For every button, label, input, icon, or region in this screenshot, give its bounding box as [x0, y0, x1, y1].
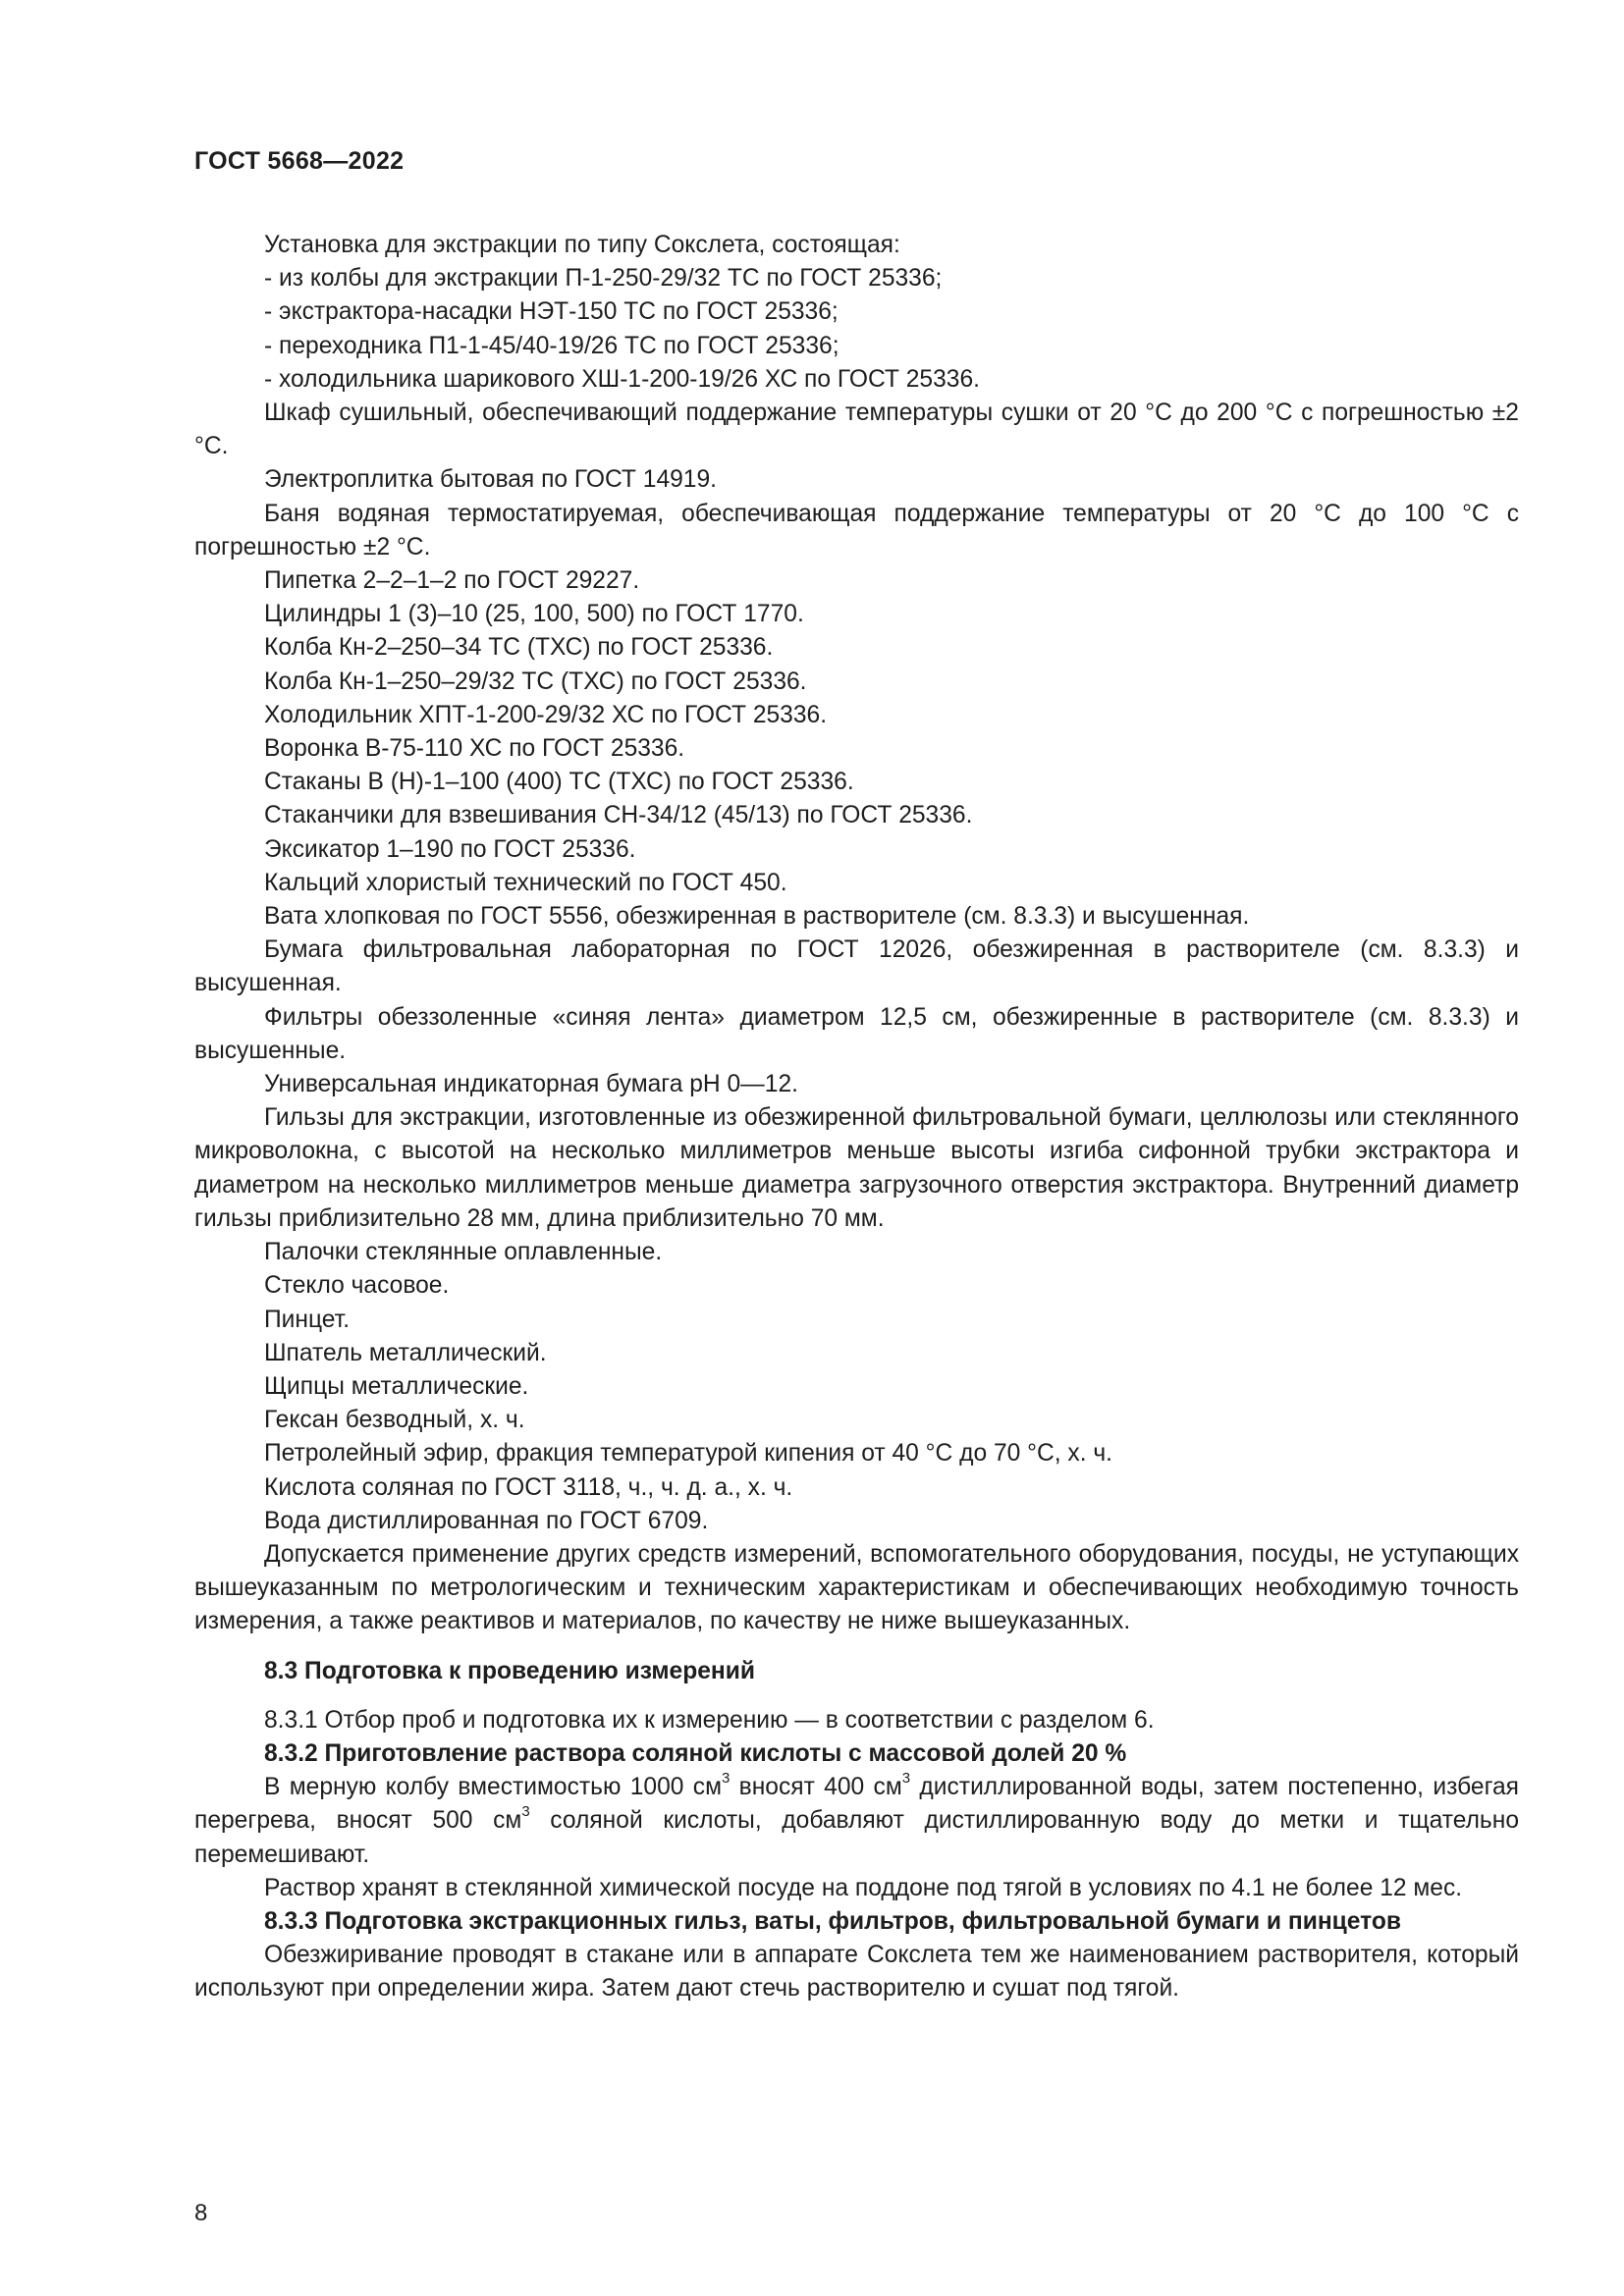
- paragraph-8-3-3: Обезжиривание проводят в стакане или в аппарате Сокслета тем же наименованием растворителя, который используют при определении жира. Затем дают стечь растворителю и сушат под тягой.: [194, 1942, 1519, 2002]
- superscript: 3: [901, 1769, 911, 1787]
- equipment-item: Щипцы металлические.: [264, 1372, 529, 1400]
- equipment-item: Пинцет.: [264, 1306, 351, 1333]
- page-number: 8: [194, 2200, 208, 2226]
- equipment-item: Стаканы В (Н)-1–100 (400) ТС (ТХС) по ГОСТ 25336.: [264, 769, 854, 796]
- substitution-note: Допускается применение других средств измерений, вспомогательного оборудования, посуды, не уступающих вышеуказанным по метрологическим и техническим характеристикам и обеспечивающих необходимую точность измерения, а также реактивов и материалов, по качеству не ниже вышеуказанных.: [194, 1540, 1519, 1635]
- text-run: вносят 400 см: [730, 1774, 902, 1801]
- equipment-item: Шпатель металлический.: [264, 1339, 547, 1366]
- standard-header: ГОСТ 5668—2022: [194, 147, 405, 175]
- equipment-item: Цилиндры 1 (3)–10 (25, 100, 500) по ГОСТ 1770.: [264, 601, 804, 628]
- equipment-item: Бумага фильтровальная лабораторная по ГОСТ 12026, обезжиренная в растворителе (см. 8.3.3) и высушенная.: [194, 936, 1519, 997]
- equipment-item: Эксикатор 1–190 по ГОСТ 25336.: [264, 835, 636, 863]
- equipment-item: Баня водяная термостатируемая, обеспечивающая поддержание температуры от 20 °С до 100 °С с погрешностью ±2 °С.: [194, 500, 1519, 561]
- equipment-item: Палочки стеклянные оплавленные.: [264, 1239, 663, 1266]
- subsection-heading-8-3-2: 8.3.2 Приготовление раствора соляной кислоты с массовой долей 20 %: [264, 1739, 1127, 1767]
- superscript: 3: [521, 1803, 530, 1821]
- text-run: В мерную колбу вместимостью 1000 см: [264, 1774, 722, 1801]
- document-body: [194, 229, 1519, 2006]
- superscript: 3: [721, 1769, 731, 1787]
- equipment-item: Установка для экстракции по типу Сокслета, состоящая:: [264, 232, 900, 258]
- equipment-item: Кислота соляная по ГОСТ 3118, ч., ч. д. а., х. ч.: [264, 1473, 793, 1501]
- equipment-item: Электроплитка бытовая по ГОСТ 14919.: [264, 466, 717, 494]
- equipment-item: Колба Кн-1–250–29/32 ТС (ТХС) по ГОСТ 25336.: [264, 667, 807, 695]
- equipment-item: Холодильник ХПТ-1-200-29/32 ХС по ГОСТ 25336.: [264, 701, 828, 728]
- equipment-item: - холодильника шарикового ХШ-1-200-19/26 ХС по ГОСТ 25336.: [264, 365, 980, 393]
- text-run: соляной кислоты, добавляют дистиллированную воду до метки и тщательно перемешивают.: [194, 1807, 1519, 1868]
- equipment-item: Кальций хлористый технический по ГОСТ 450.: [264, 869, 787, 896]
- equipment-item: Шкаф сушильный, обеспечивающий поддержание температуры сушки от 20 °С до 200 °С с погрешностью ±2 °С.: [194, 400, 1519, 460]
- equipment-item: Гексан безводный, х. ч.: [264, 1407, 525, 1434]
- paragraph-8-3-1: 8.3.1 Отбор проб и подготовка их к измерению — в соответствии с разделом 6.: [264, 1706, 1155, 1734]
- equipment-item: Воронка В-75-110 ХС по ГОСТ 25336.: [264, 735, 685, 763]
- text-run: дистиллированной воды, затем постепенно, избегая перегрева, вносят 500 см: [194, 1774, 1519, 1835]
- equipment-item: - экстрактора-насадки НЭТ-150 ТС по ГОСТ 25336;: [264, 298, 839, 326]
- equipment-item: Универсальная индикаторная бумага рН 0—12.: [264, 1071, 798, 1098]
- equipment-item: Колба Кн-2–250–34 ТС (ТХС) по ГОСТ 25336.: [264, 634, 774, 662]
- equipment-item: - из колбы для экстракции П-1-250-29/32 ТС по ГОСТ 25336;: [264, 265, 943, 293]
- equipment-item: Стекло часовое.: [264, 1272, 450, 1300]
- equipment-item: Стаканчики для взвешивания СН-34/12 (45/13) по ГОСТ 25336.: [264, 802, 973, 829]
- equipment-item: - переходника П1-1-45/40-19/26 ТС по ГОСТ 25336;: [264, 332, 839, 359]
- subsection-heading-8-3-3: 8.3.3 Подготовка экстракционных гильз, ваты, фильтров, фильтровальной бумаги и пинцетов: [264, 1907, 1402, 1935]
- section-heading-8-3: 8.3 Подготовка к проведению измерений: [264, 1657, 756, 1684]
- paragraph-8-3-2-storage: Раствор хранят в стеклянной химической посуде на поддоне под тягой в условиях по 4.1 не более 12 мес.: [264, 1874, 1463, 1901]
- equipment-item: Пипетка 2–2–1–2 по ГОСТ 29227.: [264, 567, 640, 595]
- equipment-item: Петролейный эфир, фракция температурой кипения от 40 °С до 70 °С, х. ч.: [264, 1440, 1113, 1468]
- equipment-item: Вода дистиллированная по ГОСТ 6709.: [264, 1507, 709, 1534]
- equipment-item: Вата хлопковая по ГОСТ 5556, обезжиренная в растворителе (см. 8.3.3) и высушенная.: [264, 903, 1250, 931]
- equipment-item: Фильтры обеззоленные «синяя лента» диаметром 12,5 см, обезжиренные в растворителе (см. 8.3.3) и высушенные.: [194, 1003, 1519, 1064]
- equipment-item: Гильзы для экстракции, изготовленные из обезжиренной фильтровальной бумаги, целлюлозы или стеклянного микроволокна, с высотой на несколько миллиметров меньше высоты изгиба сифонной трубки экстрактора и диаметром на несколько миллиметров меньше диаметра загрузочного отверстия экстрактора. Внутренний диаметр гильзы приблизительно 28 мм, длина приблизительно 70 мм.: [194, 1104, 1519, 1232]
- paragraph-8-3-2-preparation: [194, 1771, 1519, 1872]
